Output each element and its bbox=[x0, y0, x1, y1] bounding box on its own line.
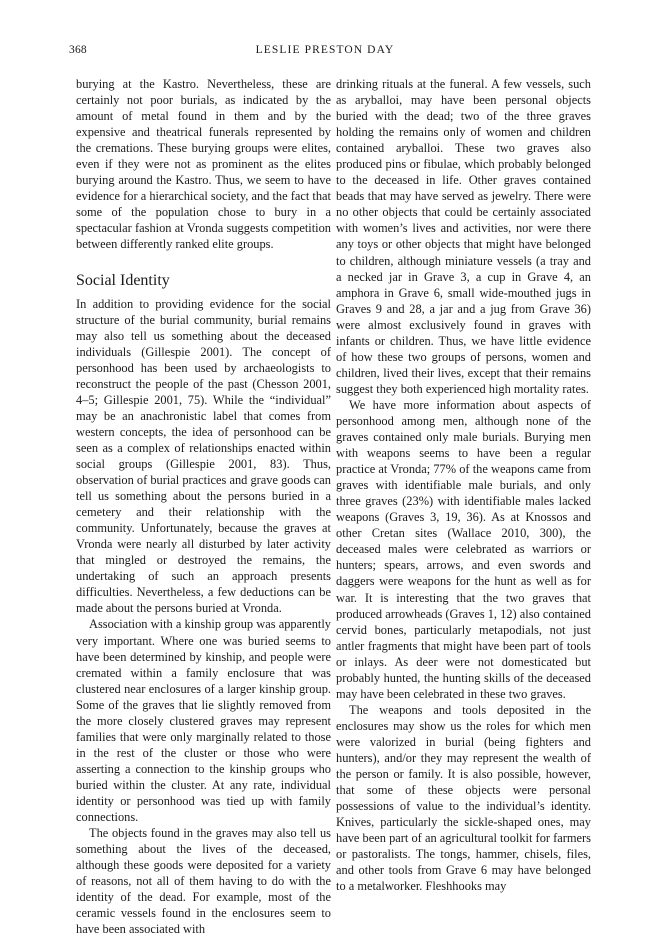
paragraph: Association with a kinship group was apparently very important. Where one was buried seems to have been determined by kinship, and people were cremated within a family enclosure that was clustered near enclosures of a larger kinship group. Some of the graves that lie slightly removed from the more closely clustered graves may represent families that were only marginally related to those in the rest of the cluster or those who were asserting a connection to the kinship groups who buried within the cluster. At any rate, individual identity or personhood was tied up with family connections. bbox=[76, 617, 331, 825]
paragraph: The weapons and tools deposited in the enclosures may show us the roles for which men were valorized in burial (being fighters and hunters), and/or they may represent the wealth of the person or family. It is also possible, however, that some of these objects were personal possessions of value to the individual’s identity. Knives, particularly the sickle-shaped ones, may have been part of an agricultural toolkit for farmers or pastoralists. The tongs, hammer, chisels, files, and other tools from Grave 6 may have belonged to a metalworker. Fleshhooks may bbox=[336, 702, 591, 894]
paragraph: drinking rituals at the funeral. A few vessels, such as aryballoi, may have been personal objects buried with the dead; two of the three graves holding the remains only of women and children contained aryballoi. These two graves also produced pins or fibulae, which probably belonged to the deceased in life. Other graves contained beads that may have served as jewelry. There were no other objects that could be certainly associated with women’s lives and activities, nor were there any toys or other objects that might have belonged to children, although miniature vessels (a tray and a necked jar in Grave 3, a cup in Grave 4, an amphora in Grave 6, small wide-mouthed jugs in Graves 9 and 28, a jar and a jug from Grave 36) were almost exclusively found in graves with infants or children. Thus, we have little evidence of how these two groups of persons, women and children, lived their lives, except that their remains suggest they both experienced high mortality rates. bbox=[336, 77, 591, 396]
paragraph: burying at the Kastro. Nevertheless, these are certainly not poor burials, as indicated by the amount of metal found in them and by the expensive and theatrical funerals represented by the cremations. These burying groups were elites, even if they were not as prominent as the elites burying around the Kastro. Thus, we seem to have evidence for a hierarchical society, and the fact that some of the population chose to bury in a spectacular fashion at Vronda suggests competition between differently ranked elite groups. bbox=[76, 77, 331, 252]
left-column bbox=[76, 76, 331, 937]
section-heading: Social Identity bbox=[76, 271, 170, 289]
running-head: LESLIE PRESTON DAY bbox=[255, 44, 395, 56]
paragraph: In addition to providing evidence for the social structure of the burial community, burial remains may also tell us something about the deceased individuals (Gillespie 2001). The concept of personhood has been used by archaeologists to reconstruct the people of the past (Chesson 2001, 4–5; Gillespie 2001, 75). While the “individual” may be an anachronistic label that comes from western concepts, the idea of personhood can be seen as a complex of relationships enacted within social groups (Gillespie 2001, 83). Thus, observation of burial practices and grave goods can tell us something about the persons buried in a cemetery and their relationship with the community. Unfortunately, because the graves at Vronda were nearly all disturbed by later activity that mingled or destroyed the remains, the undertaking of such an approach presents difficulties. Nevertheless, a few deductions can be made about the persons buried at Vronda. bbox=[76, 296, 331, 616]
right-column bbox=[336, 76, 591, 894]
paragraph: The objects found in the graves may also tell us something about the lives of the deceased, although these goods were deposited for a variety of reasons, not all of them having to do with the identity of the dead. For example, most of the ceramic vessels found in the enclosures seem to have been associated with bbox=[76, 826, 331, 937]
page-number: 368 bbox=[69, 44, 87, 56]
paragraph: We have more information about aspects of personhood among men, although none of the graves contained only male burials. Burying men with weapons seems to have been a regular practice at Vronda; 77% of the weapons came from graves with identifiable male burials, and only three graves (23%) with identifiable males lacked weapons (Graves 3, 19, 36). As at Knossos and other Cretan sites (Wallace 2010, 300), the deceased males were celebrated as warriors or hunters; spears, arrows, and even swords and daggers were weapons for the hunt as well as for war. It is interesting that the two graves that produced arrowheads (Graves 1, 12) also contained cervid bones, particularly metapodials, not just antler fragments that might have been part of tools or inlays. As deer were not domesticated but probably hunted, the hunting skills of the deceased may have been celebrated in these two graves. bbox=[336, 397, 591, 701]
